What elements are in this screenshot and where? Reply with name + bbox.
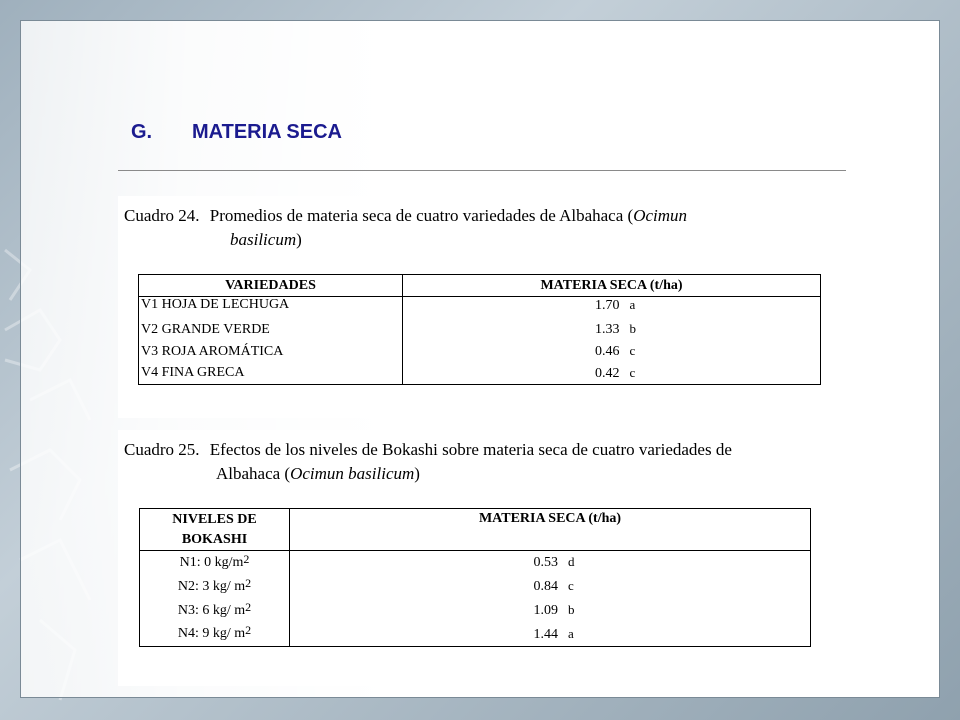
heading-divider xyxy=(118,170,846,171)
level-exponent: 2 xyxy=(245,575,252,590)
table-25-caption-label: Cuadro 25. xyxy=(124,440,200,459)
table-25-caption-text: Efectos de los niveles de Bokashi sobre materia seca de cuatro variedades de xyxy=(209,440,732,459)
table-row xyxy=(140,623,811,647)
value-number: 1.44 xyxy=(533,626,558,642)
table-24-figure xyxy=(118,196,845,418)
table-row xyxy=(140,551,811,575)
table-25-caption-close: ) xyxy=(414,464,420,483)
table-24-species-genus: Ocimun xyxy=(633,206,688,225)
value-group-letter: d xyxy=(568,554,575,570)
table-header-row xyxy=(140,509,811,551)
value-group-letter: b xyxy=(629,321,636,336)
value-number: 1.70 xyxy=(595,298,620,313)
cell-value xyxy=(290,575,811,599)
table-25 xyxy=(139,508,811,647)
cell-variety: V2 GRANDE VERDE xyxy=(139,319,403,341)
slide-heading xyxy=(131,121,342,145)
value-group-letter: c xyxy=(629,343,636,358)
table-row xyxy=(140,575,811,599)
value-number: 0.46 xyxy=(595,344,620,359)
cell-value xyxy=(403,363,821,385)
cell-level xyxy=(140,623,290,647)
cell-value xyxy=(290,551,811,575)
heading-title: MATERIA SECA xyxy=(192,121,342,143)
table-24-caption-close: ) xyxy=(296,230,302,249)
cell-value xyxy=(290,623,811,647)
table-row xyxy=(139,319,821,341)
table-24-caption-label: Cuadro 24. xyxy=(124,206,200,225)
column-header-materia-seca: MATERIA SECA (t/ha) xyxy=(403,275,821,297)
cell-value xyxy=(403,297,821,319)
value-group-letter: c xyxy=(629,364,636,380)
table-25-caption xyxy=(124,438,824,483)
table-row xyxy=(140,599,811,623)
column-header-variedades: VARIEDADES xyxy=(139,275,403,297)
cell-value xyxy=(403,341,821,363)
cell-value xyxy=(290,599,811,623)
table-row xyxy=(139,297,821,319)
value-number: 0.42 xyxy=(595,365,620,381)
cell-variety: V3 ROJA AROMÁTICA xyxy=(139,341,403,363)
cell-level xyxy=(140,551,290,575)
column-header-niveles: NIVELES DE BOKASHI xyxy=(140,509,290,551)
cell-value xyxy=(403,319,821,341)
level-text: N3: 6 kg/ m xyxy=(177,602,246,618)
heading-letter: G. xyxy=(131,121,153,143)
table-24-species-epithet: basilicum xyxy=(230,230,297,249)
level-exponent: 2 xyxy=(245,599,252,614)
table-25-caption-text-2: Albahaca ( xyxy=(216,464,291,483)
table-24 xyxy=(138,274,821,385)
value-group-letter: c xyxy=(568,578,574,593)
level-text: N1: 0 kg/m xyxy=(179,554,244,570)
value-number: 1.09 xyxy=(533,603,558,618)
level-text: N2: 3 kg/ m xyxy=(177,578,246,594)
value-group-letter: b xyxy=(568,602,575,617)
table-24-caption xyxy=(124,204,839,249)
value-number: 0.84 xyxy=(533,579,558,594)
value-group-letter: a xyxy=(629,297,636,312)
table-row xyxy=(139,341,821,363)
level-text: N4: 9 kg/ m xyxy=(177,626,246,642)
level-exponent: 2 xyxy=(245,623,252,638)
table-header-row xyxy=(139,275,821,297)
column-header-materia-seca: MATERIA SECA (t/ha) xyxy=(290,509,811,551)
level-exponent: 2 xyxy=(243,551,250,566)
cell-variety: V4 FINA GRECA xyxy=(139,363,403,385)
table-24-caption-text: Promedios de materia seca de cuatro variedades de Albahaca ( xyxy=(209,206,634,225)
table-25-species: Ocimun basilicum xyxy=(290,464,415,483)
value-group-letter: a xyxy=(568,625,574,641)
value-number: 0.53 xyxy=(533,555,558,571)
cell-level xyxy=(140,575,290,599)
table-25-figure xyxy=(118,430,828,686)
value-number: 1.33 xyxy=(595,322,620,337)
cell-variety: V1 HOJA DE LECHUGA xyxy=(139,297,403,319)
slide-canvas xyxy=(20,20,940,698)
cell-level xyxy=(140,599,290,623)
table-row xyxy=(139,363,821,385)
